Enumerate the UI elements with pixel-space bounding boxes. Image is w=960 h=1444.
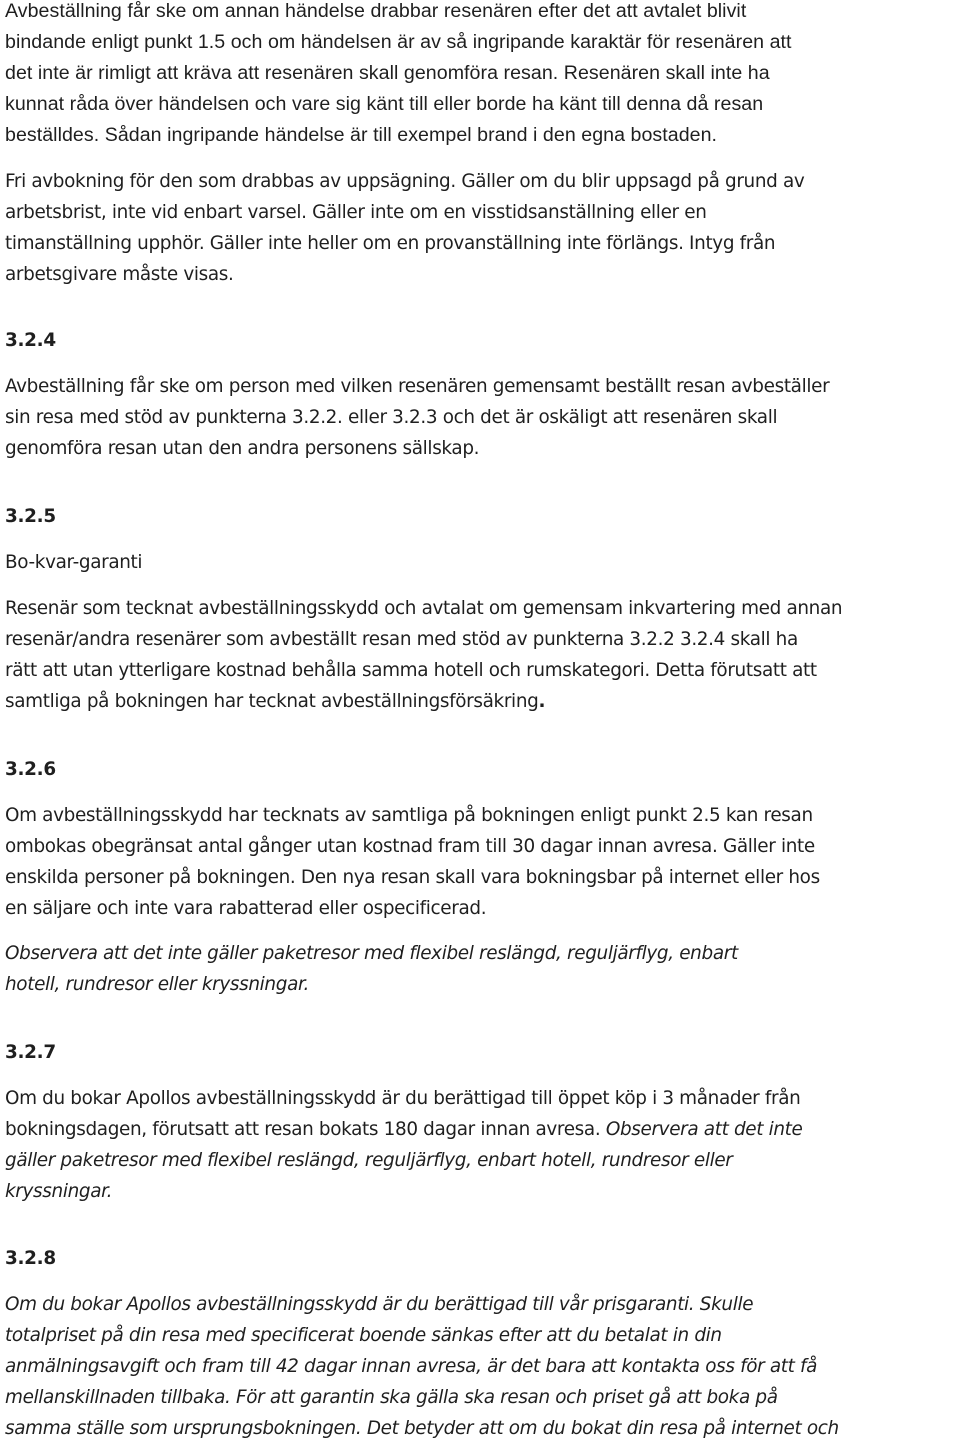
text-line: rätt att utan ytterligare kostnad behålla samma hotell och rumskategori. Detta förutsatt att [5, 660, 817, 681]
bold-period: . [538, 691, 546, 712]
text-line: Fri avbokning för den som drabbas av uppsägning. Gäller om du blir uppsagd på grund av [5, 171, 805, 192]
text-line-regular: bokningsdagen, förutsatt att resan bokats 180 dagar innan avresa. [5, 1119, 606, 1140]
text-line: Resenär som tecknat avbeställningsskydd och avtalat om gemensam inkvartering med annan [5, 598, 843, 619]
section-heading-3-2-6: 3.2.6 [5, 759, 56, 780]
section-3-2-5-body [5, 593, 957, 717]
text-line: arbetsbrist, inte vid enbart varsel. Gäller inte om en visstidsanställning eller en [5, 202, 707, 223]
text-line: det inte är rimligt att kräva att resenären skall genomföra resan. Resenären skall inte ha [5, 62, 770, 84]
text-line: Om du bokar Apollos avbeställningsskydd är du berättigad till öppet köp i 3 månader från [5, 1088, 801, 1109]
section-3-2-5-subtitle: Bo-kvar-garanti [5, 552, 143, 573]
text-line: totalpriset på din resa med specificerat boende sänkas efter att du betalat in din [5, 1325, 722, 1346]
text-line: sin resa med stöd av punkterna 3.2.2. eller 3.2.3 och det är oskäligt att resenären skall [5, 407, 778, 428]
text-line: gäller paketresor med flexibel reslängd, reguljärflyg, enbart hotell, rundresor eller [5, 1150, 733, 1171]
unemployment-paragraph [5, 166, 957, 290]
text-line: samma ställe som ursprungsbokningen. Det betyder att om du bokat din resa på internet och [5, 1418, 839, 1439]
text-line: timanställning upphör. Gäller inte heller om en provanställning inte förlängs. Intyg från [5, 233, 776, 254]
text-line: beställdes. Sådan ingripande händelse är till exempel brand i den egna bostaden. [5, 124, 718, 146]
text-line: resenär/andra resenärer som avbeställt resan med stöd av punkterna 3.2.2 3.2.4 skall ha [5, 629, 798, 650]
section-3-2-6-body [5, 800, 957, 924]
text-line: Avbeställning får ske om annan händelse drabbar resenären efter det att avtalet blivit [5, 0, 747, 22]
text-line: anmälningsavgift och fram till 42 dagar innan avresa, är det bara att kontakta oss för att få [5, 1356, 818, 1377]
section-3-2-7-body [5, 1083, 957, 1207]
text-line [5, 1114, 957, 1145]
text-line: Om du bokar Apollos avbeställningsskydd är du berättigad till vår prisgaranti. Skulle [5, 1294, 754, 1315]
intro-paragraph [5, 0, 957, 151]
text-line: ombokas obegränsat antal gånger utan kostnad fram till 30 dagar innan avresa. Gäller inte [5, 836, 815, 857]
text-line: enskilda personer på bokningen. Den nya resan skall vara bokningsbar på internet eller hos [5, 867, 820, 888]
text-line [5, 686, 957, 717]
section-3-2-6-note [5, 938, 957, 1000]
text-line: mellanskillnaden tillbaka. För att garantin ska gälla ska resan och priset gå att boka på [5, 1387, 778, 1408]
section-heading-3-2-5: 3.2.5 [5, 506, 56, 527]
section-3-2-8-body [5, 1289, 957, 1444]
section-heading-3-2-8: 3.2.8 [5, 1248, 56, 1269]
text-line: bindande enligt punkt 1.5 och om händelsen är av så ingripande karaktär för resenären att [5, 31, 792, 53]
text-line: en säljare och inte vara rabatterad eller ospecificerad. [5, 898, 487, 919]
text-line: Avbeställning får ske om person med vilken resenären gemensamt beställt resan avbeställer [5, 376, 830, 397]
text-line: Om avbeställningsskydd har tecknats av samtliga på bokningen enligt punkt 2.5 kan resan [5, 805, 813, 826]
text-line-content: samtliga på bokningen har tecknat avbeställningsförsäkring [5, 691, 539, 712]
text-line: kryssningar. [5, 1181, 113, 1202]
section-heading-3-2-4: 3.2.4 [5, 330, 56, 351]
section-heading-3-2-7: 3.2.7 [5, 1042, 56, 1063]
text-line: genomföra resan utan den andra personens sällskap. [5, 438, 480, 459]
text-line: hotell, rundresor eller kryssningar. [5, 974, 310, 995]
text-line: arbetsgivare måste visas. [5, 264, 234, 285]
section-3-2-4-body [5, 371, 957, 464]
text-line-italic: Observera att det inte [605, 1119, 803, 1140]
text-line: kunnat råda över händelsen och vare sig känt till eller borde ha känt till denna då resan [5, 93, 764, 115]
text-line: Observera att det inte gäller paketresor med flexibel reslängd, reguljärflyg, enbart [5, 943, 738, 964]
